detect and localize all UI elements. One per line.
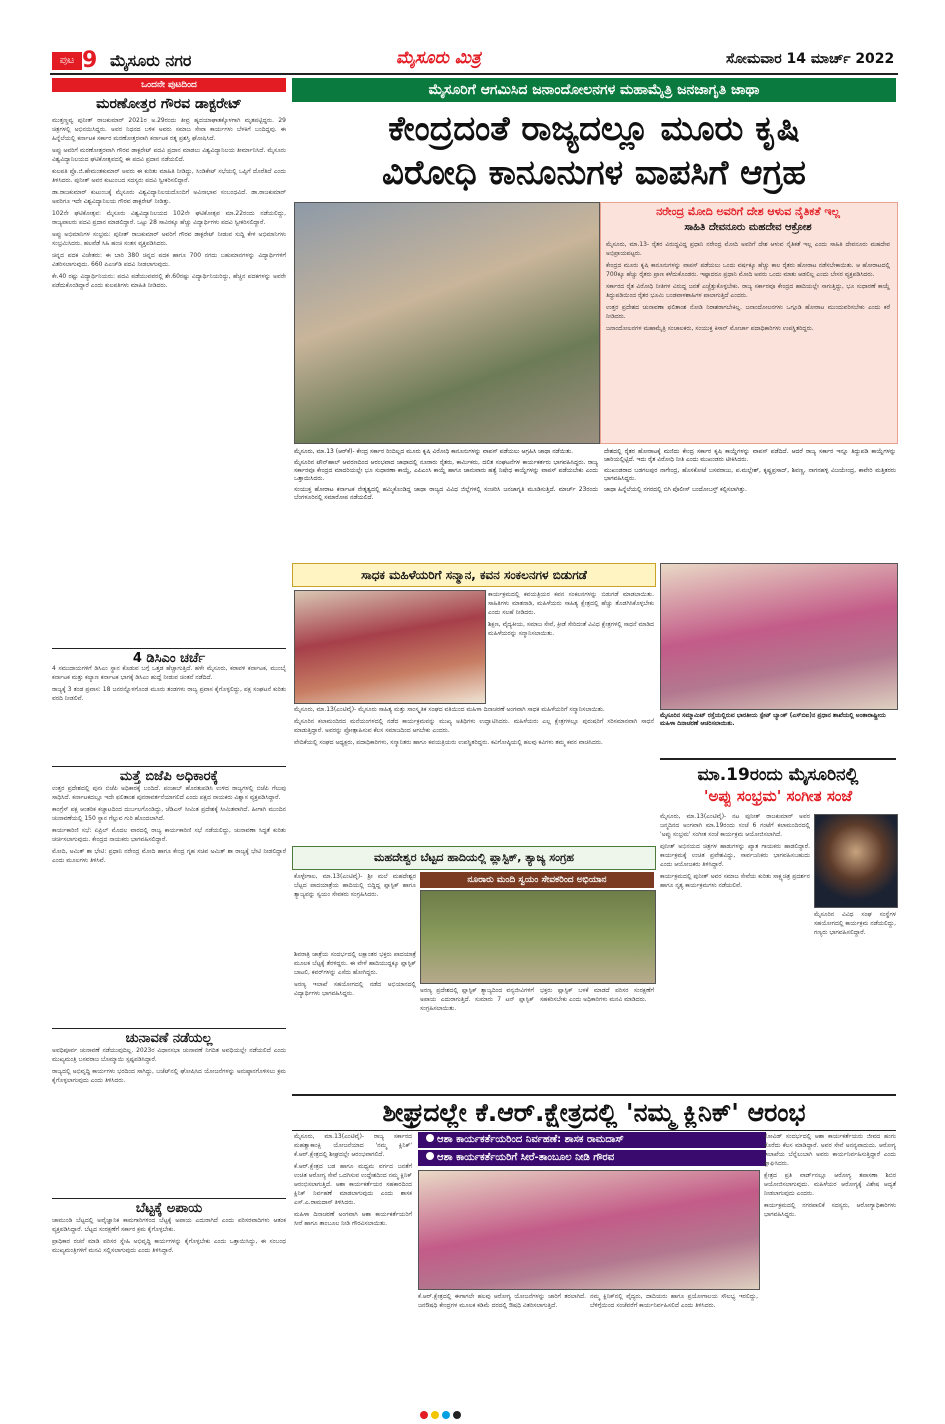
- side-box-title: ನರೇಂದ್ರ ಮೋದಿ ಅವರಿಗೆ ದೇಶ ಆಳುವ ನೈತಿಕತೆ ಇಲ್ಲ: [656, 205, 840, 218]
- story5-body: ಚಾಮುಂಡಿ ಬೆಟ್ಟದಲ್ಲಿ ಅವೈಜ್ಞಾನಿಕ ಕಾಮಗಾರಿಗಳಿಂದ ಬೆಟ್ಟಕ್ಕೆ ಅಪಾಯ ಎದುರಾಗಿದೆ ಎಂದು ಪರಿಸರವಾದಿಗಳು ಆತಂಕ ವ್ಯಕ್ತಪಡಿಸಿದ್ದಾರೆ. ಬೆಟ್ಟದ ಸಂರಕ್ಷಣೆಗೆ ಸರ್ಕಾರ ಕ್ರಮ ಕೈಗೊಳ್ಳಬೇಕು. ಪ್ರಾಧಿಕಾರ ರಚನೆ ಮಾಡಿ ಪರಿಸರ ಸ್ನೇಹಿ ಅಭಿವೃದ್ಧಿ ಕಾರ್ಯಗಳನ್ನು ಕೈಗೊಳ್ಳಬೇಕು ಎಂದು ಒತ್ತಾಯಿಸಿದ್ದು, ಈ ಸಂಬಂಧ ಮುಖ್ಯಮಂತ್ರಿಗಳಿಗೆ ಮನವಿ ಸಲ್ಲಿಸಲಾಗುವುದು ಎಂದು ತಿಳಿಸಿದ್ದಾರೆ.: [52, 1217, 286, 1254]
- top-story-headline-1: ಕೇಂದ್ರದಂತೆ ರಾಜ್ಯದಲ್ಲೂ ಮೂರು ಕೃಷಿ: [388, 109, 800, 149]
- story3-body: ಉತ್ತರ ಪ್ರದೇಶದಲ್ಲಿ ಪುನಃ ಬಿಜೆಪಿ ಅಧಿಕಾರಕ್ಕೆ ಬಂದಿದೆ. ಪಂಜಾಬ್ ಹೊರತುಪಡಿಸಿ ಉಳಿದ ರಾಜ್ಯಗಳಲ್ಲಿ ಬಿಜೆಪಿ ಗೆಲುವು ಸಾಧಿಸಿದೆ. ಕರ್ನಾಟಕದಲ್ಲೂ ಇದೇ ಫಲಿತಾಂಶ ಪುನರಾವರ್ತನೆಯಾಗಲಿದೆ ಎಂದು ಪಕ್ಷದ ನಾಯಕರು ವಿಶ್ವಾಸ ವ್ಯಕ್ತಪಡಿಸಿದ್ದಾರೆ. ಕಾಂಗ್ರೆಸ್ ಪಕ್ಷ ಆಂತರಿಕ ಕಚ್ಚಾಟದಿಂದ ದುರ್ಬಲಗೊಂಡಿದ್ದು, ಜೆಡಿಎಸ್ ಸೀಮಿತ ಪ್ರದೇಶಕ್ಕೆ ಸೀಮಿತವಾಗಿದೆ. ಹೀಗಾಗಿ ಮುಂದಿನ ಚುನಾವಣೆಯಲ್ಲಿ 150 ಸ್ಥಾನ ಗೆಲ್ಲುವ ಗುರಿ ಹೊಂದಲಾಗಿದೆ. ಕಾರ್ಯಕಾರಿಣಿ ಸಭೆ: ಏಪ್ರಿಲ್ ಮೊದಲ ವಾರದಲ್ಲಿ ರಾಜ್ಯ ಕಾರ್ಯಕಾರಿಣಿ ಸಭೆ ನಡೆಯಲಿದ್ದು, ಚುನಾವಣಾ ಸಿದ್ಧತೆ ಕುರಿತು ಚರ್ಚಿಸಲಾಗುವುದು. ಕೇಂದ್ರದ ನಾಯಕರು ಭಾಗವಹಿಸಲಿದ್ದಾರೆ. ಮೋದಿ, ಅಮಿತ್ ಶಾ ಭೇಟಿ: ಪ್ರಧಾನಿ ನರೇಂದ್ರ ಮೋದಿ ಹಾಗೂ ಕೇಂದ್ರ ಗೃಹ ಸಚಿವ ಅಮಿತ್ ಶಾ ರಾಜ್ಯಕ್ಕೆ ಭೇಟಿ ನೀಡಲಿದ್ದಾರೆ ಎಂದು ಮೂಲಗಳು ತಿಳಿಸಿವೆ.: [52, 785, 286, 864]
- clinic-lead: ಮೈಸೂರು, ಮಾ.13(ಎಂಟಿವೈ)- ರಾಜ್ಯ ಸರ್ಕಾರದ ಮಹತ್ವಾಕಾಂಕ್ಷಿ ಯೋಜನೆಯಾದ 'ನಮ್ಮ ಕ್ಲಿನಿಕ್' ಕೆ.ಆರ್.ಕ್ಷೇತ್ರದಲ್ಲಿ ಶೀಘ್ರದಲ್ಲೇ ಆರಂಭವಾಗಲಿದೆ. ಕೆ.ಆರ್.ಕ್ಷೇತ್ರದ ಬಡ ಹಾಗೂ ಮಧ್ಯಮ ವರ್ಗದ ಜನತೆಗೆ ಉಚಿತ ಆರೋಗ್ಯ ಸೇವೆ ಒದಗಿಸುವ ಉದ್ದೇಶದಿಂದ ನಮ್ಮ ಕ್ಲಿನಿಕ್ ಆರಂಭಿಸಲಾಗುತ್ತಿದೆ. ಆಶಾ ಕಾರ್ಯಕರ್ತೆಯರ ಸಹಕಾರದಿಂದ ಕ್ಲಿನಿಕ್ ನಿರ್ವಹಣೆ ಮಾಡಲಾಗುವುದು ಎಂದು ಶಾಸಕ ಎಸ್.ಎ.ರಾಮದಾಸ್ ತಿಳಿಸಿದರು. ಮಹಿಳಾ ದಿನಾಚರಣೆ ಅಂಗವಾಗಿ ಆಶಾ ಕಾರ್ಯಕರ್ತೆಯರಿಗೆ ಸೀರೆ ಹಾಗೂ ತಾಂಬೂಲ ನೀಡಿ ಗೌರವಿಸಲಾಯಿತು.: [294, 1133, 412, 1227]
- page-number: 9: [82, 48, 98, 73]
- side-box-body: ಮೈಸೂರು, ಮಾ.13- ರೈತರ ವಿರುದ್ಧವಿದ್ದ ಪ್ರಧಾನಿ ನರೇಂದ್ರ ಮೋದಿ ಅವರಿಗೆ ದೇಶ ಆಳುವ ನೈತಿಕತೆ ಇಲ್ಲ ಎಂದು ಸಾಹಿತಿ ದೇವನೂರು ಮಹದೇವ ಅಭಿಪ್ರಾಯಪಟ್ಟರು. ಕೇಂದ್ರದ ಮೂರು ಕೃಷಿ ಕಾನೂನುಗಳನ್ನು ವಾಪಸ್ ಪಡೆಯಲು ಒಂದು ವರ್ಷಕ್ಕೂ ಹೆಚ್ಚು ಕಾಲ ರೈತರು ಹೋರಾಟ ನಡೆಸಬೇಕಾಯಿತು. ಆ ಹೋರಾಟದಲ್ಲಿ 700ಕ್ಕೂ ಹೆಚ್ಚು ರೈತರು ಪ್ರಾಣ ಕಳೆದುಕೊಂಡರು. ಇಷ್ಟಾದರೂ ಪ್ರಧಾನಿ ಮೋದಿ ಅವರು ಒಂದು ಮಾತು ಆಡಲಿಲ್ಲ ಎಂದು ಬೇಸರ ವ್ಯಕ್ತಪಡಿಸಿದರು. ಸರ್ಕಾರದ ರೈತ ವಿರೋಧಿ ನೀತಿಗಳ ವಿರುದ್ಧ ಜನತೆ ಎಚ್ಚೆತ್ತುಕೊಳ್ಳಬೇಕು. ರಾಜ್ಯ ಸರ್ಕಾರವೂ ಕೇಂದ್ರದ ಹಾದಿಯಲ್ಲೇ ಸಾಗುತ್ತಿದ್ದು, ಭೂ ಸುಧಾರಣೆ ಕಾಯ್ದೆ ತಿದ್ದುಪಡಿಯಿಂದ ರೈತರ ಭೂಮಿ ಬಂಡವಾಳಶಾಹಿಗಳ ಪಾಲಾಗುತ್ತಿದೆ ಎಂದರು. ಉತ್ತರ ಪ್ರದೇಶದ ಚುನಾವಣಾ ಫಲಿತಾಂಶ ನೋಡಿ ನಿರಾಶರಾಗಬೇಕಿಲ್ಲ. ಜನಾಂದೋಲನಗಳು ಒಗ್ಗೂಡಿ ಹೋರಾಟ ಮುಂದುವರಿಸಬೇಕು ಎಂದು ಕರೆ ನೀಡಿದರು. ಜನಾಂದೋಲನಗಳ ಮಹಾಮೈತ್ರಿ ಸಂಚಾಲಕರು, ಸಂಯುಕ್ತ ಕಿಸಾನ್ ಮೋರ್ಚಾ ಪದಾಧಿಕಾರಿಗಳು ಉಪಸ್ಥಿತರಿದ್ದರು.: [606, 241, 890, 332]
- puneeth-portrait: [814, 814, 898, 908]
- plastic-body-2: ಅರಣ್ಯ ಪ್ರದೇಶದಲ್ಲಿ ಪ್ಲಾಸ್ಟಿಕ್ ತ್ಯಾಜ್ಯದಿಂದ ವನ್ಯಜೀವಿಗಳಿಗೆ ಅಪಾಯ ಎದುರಾಗುತ್ತಿದೆ. ಸುಮಾರು 7 ಟನ್ ಪ್ಲಾಸ್ಟಿಕ್ ಸಂಗ್ರಹಿಸಲಾಯಿತು.: [420, 987, 534, 1012]
- dateline: ಸೋಮವಾರ 14 ಮಾರ್ಚ್ 2022: [726, 51, 895, 67]
- story1-body: ಮುತ್ತಣ್ಣವ್ವ ಪುನೀತ್ ರಾಜಕುಮಾರ್ 2021ರ ಅ.29ರಂದು ತೀವ್ರ ಹೃದಯಾಘಾತಕ್ಕೊಳಗಾಗಿ ಮೃತಪಟ್ಟಿದ್ದರು. 29 ಚಿತ್ರಗಳಲ್ಲಿ ಅಭಿನಯಿಸಿದ್ದರು. ಅವರ ನಿಧನದ ಬಳಿಕ ಅವರು ಸಮಾಜ ಸೇವಾ ಕಾರ್ಯಗಳು ಬೆಳಕಿಗೆ ಬಂದಿದ್ದವು. ಈ ಹಿನ್ನೆಲೆಯಲ್ಲಿ ಕರ್ನಾಟಕ ಸರ್ಕಾರ ಮರಣೋತ್ತರವಾಗಿ ಕರ್ನಾಟಕ ರತ್ನ ಪ್ರಶಸ್ತಿ ಘೋಷಿಸಿದೆ. ಅಪ್ಪು ಅವರಿಗೆ ಮರಣೋತ್ತರವಾಗಿ ಗೌರವ ಡಾಕ್ಟರೇಟ್ ಪದವಿ ಪ್ರದಾನ ಮಾಡಲು ವಿಶ್ವವಿದ್ಯಾನಿಲಯ ತೀರ್ಮಾನಿಸಿದೆ. ಮೈಸೂರು ವಿಶ್ವವಿದ್ಯಾನಿಲಯದ ಘಟಿಕೋತ್ಸವದಲ್ಲಿ ಈ ಪದವಿ ಪ್ರದಾನ ನಡೆಯಲಿದೆ. ಕುಲಪತಿ ಪ್ರೊ.ಜಿ.ಹೇಮಂತಕುಮಾರ್ ಅವರು ಈ ಕುರಿತು ಮಾಹಿತಿ ನೀಡಿದ್ದು, ಸಿಂಡಿಕೇಟ್ ಸಭೆಯಲ್ಲಿ ಒಪ್ಪಿಗೆ ದೊರೆತಿದೆ ಎಂದು ತಿಳಿಸಿದರು. ಪುನೀತ್ ಅವರ ಕುಟುಂಬದ ಸದಸ್ಯರು ಪದವಿ ಸ್ವೀಕರಿಸಲಿದ್ದಾರೆ. ಡಾ.ರಾಜಕುಮಾರ್ ಕುಟುಂಬಕ್ಕೆ ಮೈಸೂರು ವಿಶ್ವವಿದ್ಯಾನಿಲಯದೊಂದಿಗೆ ಅವಿನಾಭಾವ ಸಂಬಂಧವಿದೆ. ಡಾ.ರಾಜಕುಮಾರ್ ಅವರಿಗೂ ಇದೇ ವಿಶ್ವವಿದ್ಯಾನಿಲಯ ಗೌರವ ಡಾಕ್ಟರೇಟ್ ನೀಡಿತ್ತು. 102ನೇ ಘಟಿಕೋತ್ಸವ: ಮೈಸೂರು ವಿಶ್ವವಿದ್ಯಾನಿಲಯದ 102ನೇ ಘಟಿಕೋತ್ಸವ ಮಾ.22ರಂದು ನಡೆಯಲಿದ್ದು, ರಾಜ್ಯಪಾಲರು ಪದವಿ ಪ್ರದಾನ ಮಾಡಲಿದ್ದಾರೆ. ಒಟ್ಟು 28 ಸಾವಿರಕ್ಕೂ ಹೆಚ್ಚು ವಿದ್ಯಾರ್ಥಿಗಳು ಪದವಿ ಸ್ವೀಕರಿಸಲಿದ್ದಾರೆ. ಅಪ್ಪು ಅಭಿಮಾನಿಗಳ ಸಂಭ್ರಮ: ಪುನೀತ್ ರಾಜಕುಮಾರ್ ಅವರಿಗೆ ಗೌರವ ಡಾಕ್ಟರೇಟ್ ನೀಡುವ ಸುದ್ದಿ ಕೇಳಿ ಅಭಿಮಾನಿಗಳು ಸಂಭ್ರಮಿಸಿದರು. ಹಲವೆಡೆ ಸಿಹಿ ಹಂಚಿ ಸಂತಸ ವ್ಯಕ್ತಪಡಿಸಿದರು. ಚಿನ್ನದ ಪದಕ ವಿಜೇತರು: ಈ ಬಾರಿ 380 ಚಿನ್ನದ ಪದಕ ಹಾಗೂ 700 ನಗದು ಬಹುಮಾನಗಳನ್ನು ವಿದ್ಯಾರ್ಥಿಗಳಿಗೆ ವಿತರಿಸಲಾಗುವುದು. 660 ಪಿಎಚ್‌ಡಿ ಪದವಿ ನೀಡಲಾಗುವುದು. ಕೇ.40 ರಷ್ಟು ವಿದ್ಯಾರ್ಥಿನಿಯರು: ಪದವಿ ಪಡೆಯುವವರಲ್ಲಿ ಶೇ.60ರಷ್ಟು ವಿದ್ಯಾರ್ಥಿನಿಯರಿದ್ದು, ಹೆಚ್ಚಿನ ಪದಕಗಳನ್ನು ಅವರೇ ಪಡೆದುಕೊಂಡಿದ್ದಾರೆ ಎಂದು ಕುಲಪತಿಗಳು ಮಾಹಿತಿ ನೀಡಿದರು.: [52, 117, 286, 289]
- clinic-headline: ಶೀಘ್ರದಲ್ಲೇ ಕೆ.ಆರ್.ಕ್ಷೇತ್ರದಲ್ಲಿ 'ನಮ್ಮ ಕ್ಲಿನಿಕ್' ಆರಂಭ: [292, 1094, 896, 1131]
- story1-headline: ಮರಣೋತ್ತರ ಗೌರವ ಡಾಕ್ಟರೇಟ್: [96, 96, 242, 112]
- story3-headline: ಮತ್ತೆ ಬಿಜೆಪಿ ಅಧಿಕಾರಕ್ಕೆ: [52, 766, 286, 784]
- plastic-body-3: ಭಕ್ತರು ಪ್ಲಾಸ್ಟಿಕ್ ಬಳಕೆ ಮಾಡದೆ ಪರಿಸರ ಸಂರಕ್ಷಣೆಗೆ ಸಹಕರಿಸಬೇಕು ಎಂದು ಅಧಿಕಾರಿಗಳು ಮನವಿ ಮಾಡಿದರು.: [540, 987, 654, 1003]
- clinic-bullet-1-text: ಆಶಾ ಕಾರ್ಯಕರ್ತೆಯರಿಂದ ನಿರ್ವಹಣೆ: ಶಾಸಕ ರಾಮದಾಸ್: [437, 1134, 624, 1145]
- awards-photo-1: [294, 590, 486, 704]
- top-story-body: ಮೈಸೂರು, ಮಾ.13 (ಆರ್‌ಕೆ)- ಕೇಂದ್ರ ಸರ್ಕಾರ ರಿಂದಿಲ್ಲದ ಮೂರು ಕೃಷಿ ವಿರೋಧಿ ಕಾನೂನುಗಳನ್ನು ವಾಪಸ್ ಪಡೆಯಲು ಆಗ್ರಹಿಸಿ ಜಾಥಾ ನಡೆಯಿತು. ಮೈಸೂರಿನ ಟೌನ್‌ಹಾಲ್ ಆವರಣದಿಂದ ಆರಂಭವಾದ ಜಾಥಾದಲ್ಲಿ ನೂರಾರು ರೈತರು, ಕಾರ್ಮಿಕರು, ದಲಿತ ಸಂಘಟನೆಗಳ ಕಾರ್ಯಕರ್ತರು ಭಾಗವಹಿಸಿದ್ದರು. ರಾಜ್ಯ ಸರ್ಕಾರವೂ ಕೇಂದ್ರದ ಮಾದರಿಯಲ್ಲೇ ಭೂ ಸುಧಾರಣಾ ಕಾಯ್ದೆ, ಎಪಿಎಂಸಿ ಕಾಯ್ದೆ ಹಾಗೂ ಜಾನುವಾರು ಹತ್ಯೆ ನಿಷೇಧ ಕಾಯ್ದೆಗಳನ್ನು ವಾಪಸ್ ಪಡೆಯಬೇಕು ಎಂದು ಒತ್ತಾಯಿಸಿದರು. ಸಂಯುಕ್ತ ಹೋರಾಟ ಕರ್ನಾಟಕ ನೇತೃತ್ವದಲ್ಲಿ ಹಮ್ಮಿಕೊಂಡಿದ್ದ ಜಾಥಾ ರಾಜ್ಯದ ವಿವಿಧ ಜಿಲ್ಲೆಗಳಲ್ಲಿ ಸಂಚರಿಸಿ ಜನಜಾಗೃತಿ ಮೂಡಿಸುತ್ತಿದೆ. ಮಾರ್ಚ್ 23ರಂದು ಬೆಂಗಳೂರಿನಲ್ಲಿ ಸಮಾರೋಪ ನಡೆಯಲಿದೆ.: [294, 448, 598, 501]
- awards-side-body: ಕಾರ್ಯಕ್ರಮದಲ್ಲಿ ಕವಯತ್ರಿಯರ ಕವನ ಸಂಕಲನಗಳನ್ನು ಬಿಡುಗಡೆ ಮಾಡಲಾಯಿತು. ಸಾಹಿತಿಗಳು ಮಾತನಾಡಿ, ಮಹಿಳೆಯರು ಸಾಹಿತ್ಯ ಕ್ಷೇತ್ರದಲ್ಲಿ ಹೆಚ್ಚು ತೊಡಗಿಸಿಕೊಳ್ಳಬೇಕು ಎಂದು ಸಲಹೆ ನೀಡಿದರು. ಶಿಕ್ಷಣ, ವೈದ್ಯಕೀಯ, ಸಮಾಜ ಸೇವೆ, ಕ್ರೀಡೆ ಸೇರಿದಂತೆ ವಿವಿಧ ಕ್ಷೇತ್ರಗಳಲ್ಲಿ ಸಾಧನೆ ಮಾಡಿದ ಮಹಿಳೆಯರನ್ನು ಸನ್ಮಾನಿಸಲಾಯಿತು.: [488, 591, 654, 637]
- awards-headline: ಸಾಧಕ ಮಹಿಳೆಯರಿಗೆ ಸನ್ಮಾನ, ಕವನ ಸಂಕಲನಗಳ ಬಿಡುಗಡೆ: [292, 563, 656, 587]
- story4-body: ಅವಧಿಪೂರ್ವ ಚುನಾವಣೆ ನಡೆಯುವುದಿಲ್ಲ. 2023ರ ವಿಧಾನಸಭಾ ಚುನಾವಣೆ ನಿಗದಿತ ಅವಧಿಯಲ್ಲೇ ನಡೆಯಲಿದೆ ಎಂದು ಮುಖ್ಯಮಂತ್ರಿ ಬಸವರಾಜ ಬೊಮ್ಮಾಯಿ ಸ್ಪಷ್ಟಪಡಿಸಿದ್ದಾರೆ. ರಾಜ್ಯದಲ್ಲಿ ಅಭಿವೃದ್ಧಿ ಕಾರ್ಯಗಳು ಭರದಿಂದ ಸಾಗಿದ್ದು, ಬಜೆಟ್‌ನಲ್ಲಿ ಘೋಷಿಸಿದ ಯೋಜನೆಗಳನ್ನು ಅನುಷ್ಠಾನಗೊಳಿಸಲು ಕ್ರಮ ಕೈಗೊಳ್ಳಲಾಗುವುದು ಎಂದು ತಿಳಿಸಿದರು.: [52, 1047, 286, 1084]
- plastic-lead: ಕೊಳ್ಳೇಗಾಲ, ಮಾ.13(ಎಂಟಿವೈ)- ಶ್ರೀ ಮಲೆ ಮಹದೇಶ್ವರ ಬೆಟ್ಟದ ಪಾದಯಾತ್ರೆಯ ಹಾದಿಯಲ್ಲಿ ಬಿದ್ದಿದ್ದ ಪ್ಲಾಸ್ಟಿಕ್ ಹಾಗೂ ತ್ಯಾಜ್ಯವನ್ನು ಸ್ವಯಂ ಸೇವಕರು ಸಂಗ್ರಹಿಸಿದರು.: [294, 873, 416, 898]
- section-title: ಮೈಸೂರು ನಗರ: [110, 51, 192, 70]
- appu-body: ಮೈಸೂರು, ಮಾ.13(ಎಂಟಿವೈ)- ನಟ ಪುನೀತ್ ರಾಜಕುಮಾರ್ ಅವರ ಜನ್ಮದಿನದ ಅಂಗವಾಗಿ ಮಾ.19ರಂದು ಸಂಜೆ 6 ಗಂಟೆಗೆ ಕಲಾಮಂದಿರದಲ್ಲಿ 'ಅಪ್ಪು ಸಂಭ್ರಮ' ಸಂಗೀತ ಸಂಜೆ ಕಾರ್ಯಕ್ರಮ ಆಯೋಜಿಸಲಾಗಿದೆ. ಪುನೀತ್ ಅಭಿನಯದ ಚಿತ್ರಗಳ ಹಾಡುಗಳನ್ನು ಖ್ಯಾತ ಗಾಯಕರು ಹಾಡಲಿದ್ದಾರೆ. ಕಾರ್ಯಕ್ರಮಕ್ಕೆ ಉಚಿತ ಪ್ರವೇಶವಿದ್ದು, ಸಾರ್ವಜನಿಕರು ಭಾಗವಹಿಸಬಹುದು ಎಂದು ಆಯೋಜಕರು ತಿಳಿಸಿದ್ದಾರೆ. ಕಾರ್ಯಕ್ರಮದಲ್ಲಿ ಪುನೀತ್ ಅವರ ಸಮಾಜ ಸೇವೆಯ ಕುರಿತು ಸಾಕ್ಷ್ಯಚಿತ್ರ ಪ್ರದರ್ಶನ ಹಾಗೂ ನೃತ್ಯ ಕಾರ್ಯಕ್ರಮಗಳು ನಡೆಯಲಿವೆ.: [660, 813, 810, 889]
- print-registration-marks: [420, 1404, 524, 1414]
- bullet-dot-icon: [426, 1134, 434, 1142]
- rally-photo: [294, 202, 600, 444]
- appu-headline-2: 'ಅಪ್ಪು ಸಂಭ್ರಮ' ಸಂಗೀತ ಸಂಜೆ: [703, 787, 853, 805]
- bullet-dot-icon: [426, 1152, 434, 1160]
- plastic-body-1: ಶಿವರಾತ್ರಿ ಜಾತ್ರೆಯ ಸಂದರ್ಭದಲ್ಲಿ ಲಕ್ಷಾಂತರ ಭಕ್ತರು ಪಾದಯಾತ್ರೆ ಮೂಲಕ ಬೆಟ್ಟಕ್ಕೆ ತೆರಳಿದ್ದರು. ಈ ವೇಳೆ ಹಾದಿಯುದ್ದಕ್ಕೂ ಪ್ಲಾಸ್ಟಿಕ್ ಬಾಟಲಿ, ಕವರ್‌ಗಳನ್ನು ಎಸೆದು ಹೋಗಿದ್ದರು. ಅರಣ್ಯ ಇಲಾಖೆ ಸಹಯೋಗದಲ್ಲಿ ನಡೆದ ಅಭಿಯಾನದಲ್ಲಿ ವಿದ್ಯಾರ್ಥಿಗಳು ಭಾಗವಹಿಸಿದ್ದರು.: [294, 951, 416, 997]
- sbi-event-photo: [660, 563, 898, 710]
- clinic-bullet-2-text: ಆಶಾ ಕಾರ್ಯಕರ್ತೆಯರಿಗೆ ಸೀರೆ-ತಾಂಬೂಲ ನೀಡಿ ಗೌರವ: [437, 1152, 615, 1163]
- masthead-logo: ಮೈಸೂರು ಮಿತ್ರ: [396, 48, 481, 68]
- clinic-body-2: ನಮ್ಮ ಕ್ಲಿನಿಕ್‌ನಲ್ಲಿ ವೈದ್ಯರು, ದಾದಿಯರು ಹಾಗೂ ಪ್ರಯೋಗಾಲಯ ಸೌಲಭ್ಯ ಇರಲಿದ್ದು, ಬೆಳಿಗ್ಗೆಯಿಂದ ಸಂಜೆವರೆಗೆ ಕಾರ್ಯನಿರ್ವಹಿಸಲಿದೆ ಎಂದು ತಿಳಿಸಿದರು.: [590, 1293, 758, 1309]
- story2-headline: 4 ಡಿಸಿಎಂ ಚರ್ಚೆ: [52, 648, 286, 666]
- side-box-subtitle: ಸಾಹಿತಿ ದೇವನೂರು ಮಹದೇವ ಆಕ್ರೋಶ: [684, 222, 812, 233]
- clinic-body-1: ಕೆ.ಆರ್.ಕ್ಷೇತ್ರದಲ್ಲಿ ಈಗಾಗಲೇ ಹಲವು ಆರೋಗ್ಯ ಯೋಜನೆಗಳನ್ನು ಜಾರಿಗೆ ತರಲಾಗಿದೆ. ಜನಔಷಧಿ ಕೇಂದ್ರಗಳ ಮೂಲಕ ಕಡಿಮೆ ದರದಲ್ಲಿ ಔಷಧಿ ವಿತರಿಸಲಾಗುತ್ತಿದೆ.: [418, 1293, 586, 1309]
- top-story-band: ಮೈಸೂರಿಗೆ ಆಗಮಿಸಿದ ಜನಾಂದೋಲನಗಳ ಮಹಾಮೈತ್ರಿ ಜನಜಾಗೃತಿ ಜಾಥಾ: [292, 78, 896, 102]
- plastic-photo: [420, 890, 656, 984]
- top-story-headline-2: ವಿರೋಧಿ ಕಾನೂನುಗಳ ವಾಪಸಿಗೆ ಆಗ್ರಹ: [382, 153, 806, 193]
- clinic-photo: [418, 1170, 760, 1290]
- story2-body: 4 ಸಮುದಾಯಗಳಿಗೆ ಡಿಸಿಎಂ ಸ್ಥಾನ ಕೊಡುವ ಬಗ್ಗೆ ಒತ್ತಡ ಹೆಚ್ಚಾಗುತ್ತಿದೆ. ಹಳೇ ಮೈಸೂರು, ಕರಾವಳಿ ಕರ್ನಾಟಕ, ಮುಂಬೈ ಕರ್ನಾಟಕ ಮತ್ತು ಕಲ್ಯಾಣ ಕರ್ನಾಟಕ ಭಾಗಕ್ಕೆ ಡಿಸಿಎಂ ಹುದ್ದೆ ನೀಡುವ ಚಿಂತನೆ ನಡೆದಿದೆ. ರಾಜ್ಯಕ್ಕೆ 3 ತಂಡ ಪ್ರವಾಸ: 18 ಜನರನ್ನೊಳಗೊಂಡ ಮೂರು ತಂಡಗಳು ರಾಜ್ಯ ಪ್ರವಾಸ ಕೈಗೊಳ್ಳಲಿದ್ದು, ಪಕ್ಷ ಸಂಘಟನೆ ಕುರಿತು ವರದಿ ನೀಡಲಿವೆ.: [52, 665, 286, 702]
- continued-kicker: ಒಂದನೇ ಪುಟದಿಂದ: [52, 78, 286, 92]
- story5-headline: ಬೆಟ್ಟಕ್ಕೆ ಅಪಾಯ: [52, 1198, 286, 1216]
- sbi-event-caption: ಮೈಸೂರಿನ ಸಮ್ಮಾಮಿಟ್ ರಸ್ತೆಯಲ್ಲಿರುವ ಭಾರತೀಯ ಸ್ಟೇಟ್ ಬ್ಯಾಂಕ್ (ಎಸ್‌ಬಿಐ)ನ ಪ್ರಧಾನ ಶಾಖೆಯಲ್ಲಿ ಅಂತಾರಾಷ್ಟ್ರೀಯ ಮಹಿಳಾ ದಿನಾಚರಣೆ ಆಚರಿಸಲಾಯಿತು.: [660, 712, 886, 727]
- clinic-side-body: ಕೋವಿಡ್ ಸಂದರ್ಭದಲ್ಲಿ ಆಶಾ ಕಾರ್ಯಕರ್ತೆಯರು ಜೀವದ ಹಂಗು ತೊರೆದು ಕೆಲಸ ಮಾಡಿದ್ದಾರೆ. ಅವರ ಸೇವೆ ಅನನ್ಯವಾದುದು. ಆರೋಗ್ಯ ಇಲಾಖೆಯ ಬೆನ್ನೆಲುಬಾಗಿ ಅವರು ಕಾರ್ಯನಿರ್ವಹಿಸುತ್ತಿದ್ದಾರೆ ಎಂದು ಶ್ಲಾಘಿಸಿದರು. ಕ್ಷೇತ್ರದ ಪ್ರತಿ ವಾರ್ಡ್‌ನಲ್ಲೂ ಆರೋಗ್ಯ ತಪಾಸಣಾ ಶಿಬಿರ ಆಯೋಜಿಸಲಾಗುವುದು. ಮಹಿಳೆಯರ ಆರೋಗ್ಯಕ್ಕೆ ವಿಶೇಷ ಆದ್ಯತೆ ನೀಡಲಾಗುವುದು ಎಂದರು. ಕಾರ್ಯಕ್ರಮದಲ್ಲಿ ನಗರಪಾಲಿಕೆ ಸದಸ್ಯರು, ಆರೋಗ್ಯಾಧಿಕಾರಿಗಳು ಭಾಗವಹಿಸಿದ್ದರು.: [764, 1133, 896, 1218]
- top-story-body-2: ದೇಶದಲ್ಲಿ ರೈತರ ಹೋರಾಟಕ್ಕೆ ಮಣಿದು ಕೇಂದ್ರ ಸರ್ಕಾರ ಕೃಷಿ ಕಾಯ್ದೆಗಳನ್ನು ವಾಪಸ್ ಪಡೆದಿದೆ. ಆದರೆ ರಾಜ್ಯ ಸರ್ಕಾರ ಇನ್ನೂ ತಿದ್ದುಪಡಿ ಕಾಯ್ದೆಗಳನ್ನು ಜಾರಿಯಲ್ಲಿಟ್ಟಿದೆ. ಇದು ರೈತ ವಿರೋಧಿ ನೀತಿ ಎಂದು ಮುಖಂಡರು ಟೀಕಿಸಿದರು. ಮುಖಂಡರಾದ ಬಡಗಲಪುರ ನಾಗೇಂದ್ರ, ಹೊಸಕೋಟೆ ಬಸವರಾಜು, ಪ.ಮಲ್ಲೇಶ್, ಕೃಷ್ಣಪ್ರಸಾದ್, ಶಿವಣ್ಣ, ನಾಗನಹಳ್ಳಿ ವಿಜಯೇಂದ್ರ, ಕಾವೇರಿ ಮತ್ತಿತರರು ಭಾಗವಹಿಸಿದ್ದರು. ಜಾಥಾ ಹಿನ್ನೆಲೆಯಲ್ಲಿ ನಗರದಲ್ಲಿ ಬಿಗಿ ಪೊಲೀಸ್ ಬಂದೋಬಸ್ತ್ ಕಲ್ಪಿಸಲಾಗಿತ್ತು.: [604, 448, 896, 493]
- plastic-kicker: ನೂರಾರು ಮಂದಿ ಸ್ವಯಂ ಸೇವಕರಿಂದ ಅಭಿಯಾನ: [420, 872, 654, 888]
- appu-headline-1: ಮಾ.19ರಂದು ಮೈಸೂರಿನಲ್ಲಿ: [660, 758, 896, 786]
- page-tag: ಪುಟ: [52, 52, 82, 70]
- clinic-bullet-1: [418, 1132, 766, 1148]
- story4-headline: ಚುನಾವಣೆ ನಡೆಯಲ್ಲ: [52, 1028, 286, 1046]
- appu-body-2: ಮೈಸೂರಿನ ವಿವಿಧ ಸಂಘ ಸಂಸ್ಥೆಗಳ ಸಹಯೋಗದಲ್ಲಿ ಕಾರ್ಯಕ್ರಮ ನಡೆಯಲಿದ್ದು, ಗಣ್ಯರು ಭಾಗವಹಿಸಲಿದ್ದಾರೆ.: [814, 911, 896, 936]
- awards-body: ಮೈಸೂರು, ಮಾ.13(ಎಂಟಿವೈ)- ಮೈಸೂರು ಸಾಹಿತ್ಯ ಮತ್ತು ಸಾಂಸ್ಕೃತಿಕ ಸಂಘದ ವತಿಯಿಂದ ಮಹಿಳಾ ದಿನಾಚರಣೆ ಅಂಗವಾಗಿ ಸಾಧಕ ಮಹಿಳೆಯರಿಗೆ ಸನ್ಮಾನಿಸಲಾಯಿತು. ಮೈಸೂರಿನ ಕಲಾಮಂದಿರದ ಮನೆಯಂಗಳದಲ್ಲಿ ನಡೆದ ಕಾರ್ಯಕ್ರಮವನ್ನು ಮುಖ್ಯ ಅತಿಥಿಗಳು ಉದ್ಘಾಟಿಸಿದರು. ಮಹಿಳೆಯರು ಎಲ್ಲ ಕ್ಷೇತ್ರಗಳಲ್ಲೂ ಪುರುಷರಿಗೆ ಸರಿಸಮಾನವಾಗಿ ಸಾಧನೆ ಮಾಡುತ್ತಿದ್ದಾರೆ. ಅವರನ್ನು ಪ್ರೋತ್ಸಾಹಿಸುವ ಕೆಲಸ ಸಮಾಜದಿಂದ ಆಗಬೇಕು ಎಂದರು. ವೇದಿಕೆಯಲ್ಲಿ ಸಂಘದ ಅಧ್ಯಕ್ಷರು, ಪದಾಧಿಕಾರಿಗಳು, ಸನ್ಮಾನಿತರು ಹಾಗೂ ಕವಯತ್ರಿಯರು ಉಪಸ್ಥಿತರಿದ್ದರು. ಕವಿಗೋಷ್ಠಿಯಲ್ಲಿ ಹಲವು ಕವಿಗಳು ತಮ್ಮ ಕವನ ವಾಚಿಸಿದರು.: [294, 706, 654, 746]
- clinic-bullet-2: [418, 1150, 766, 1166]
- plastic-headline: ಮಹದೇಶ್ವರ ಬೆಟ್ಟದ ಹಾದಿಯಲ್ಲಿ ಪ್ಲಾಸ್ಟಿಕ್, ತ್ಯಾಜ್ಯ ಸಂಗ್ರಹ: [292, 846, 656, 870]
